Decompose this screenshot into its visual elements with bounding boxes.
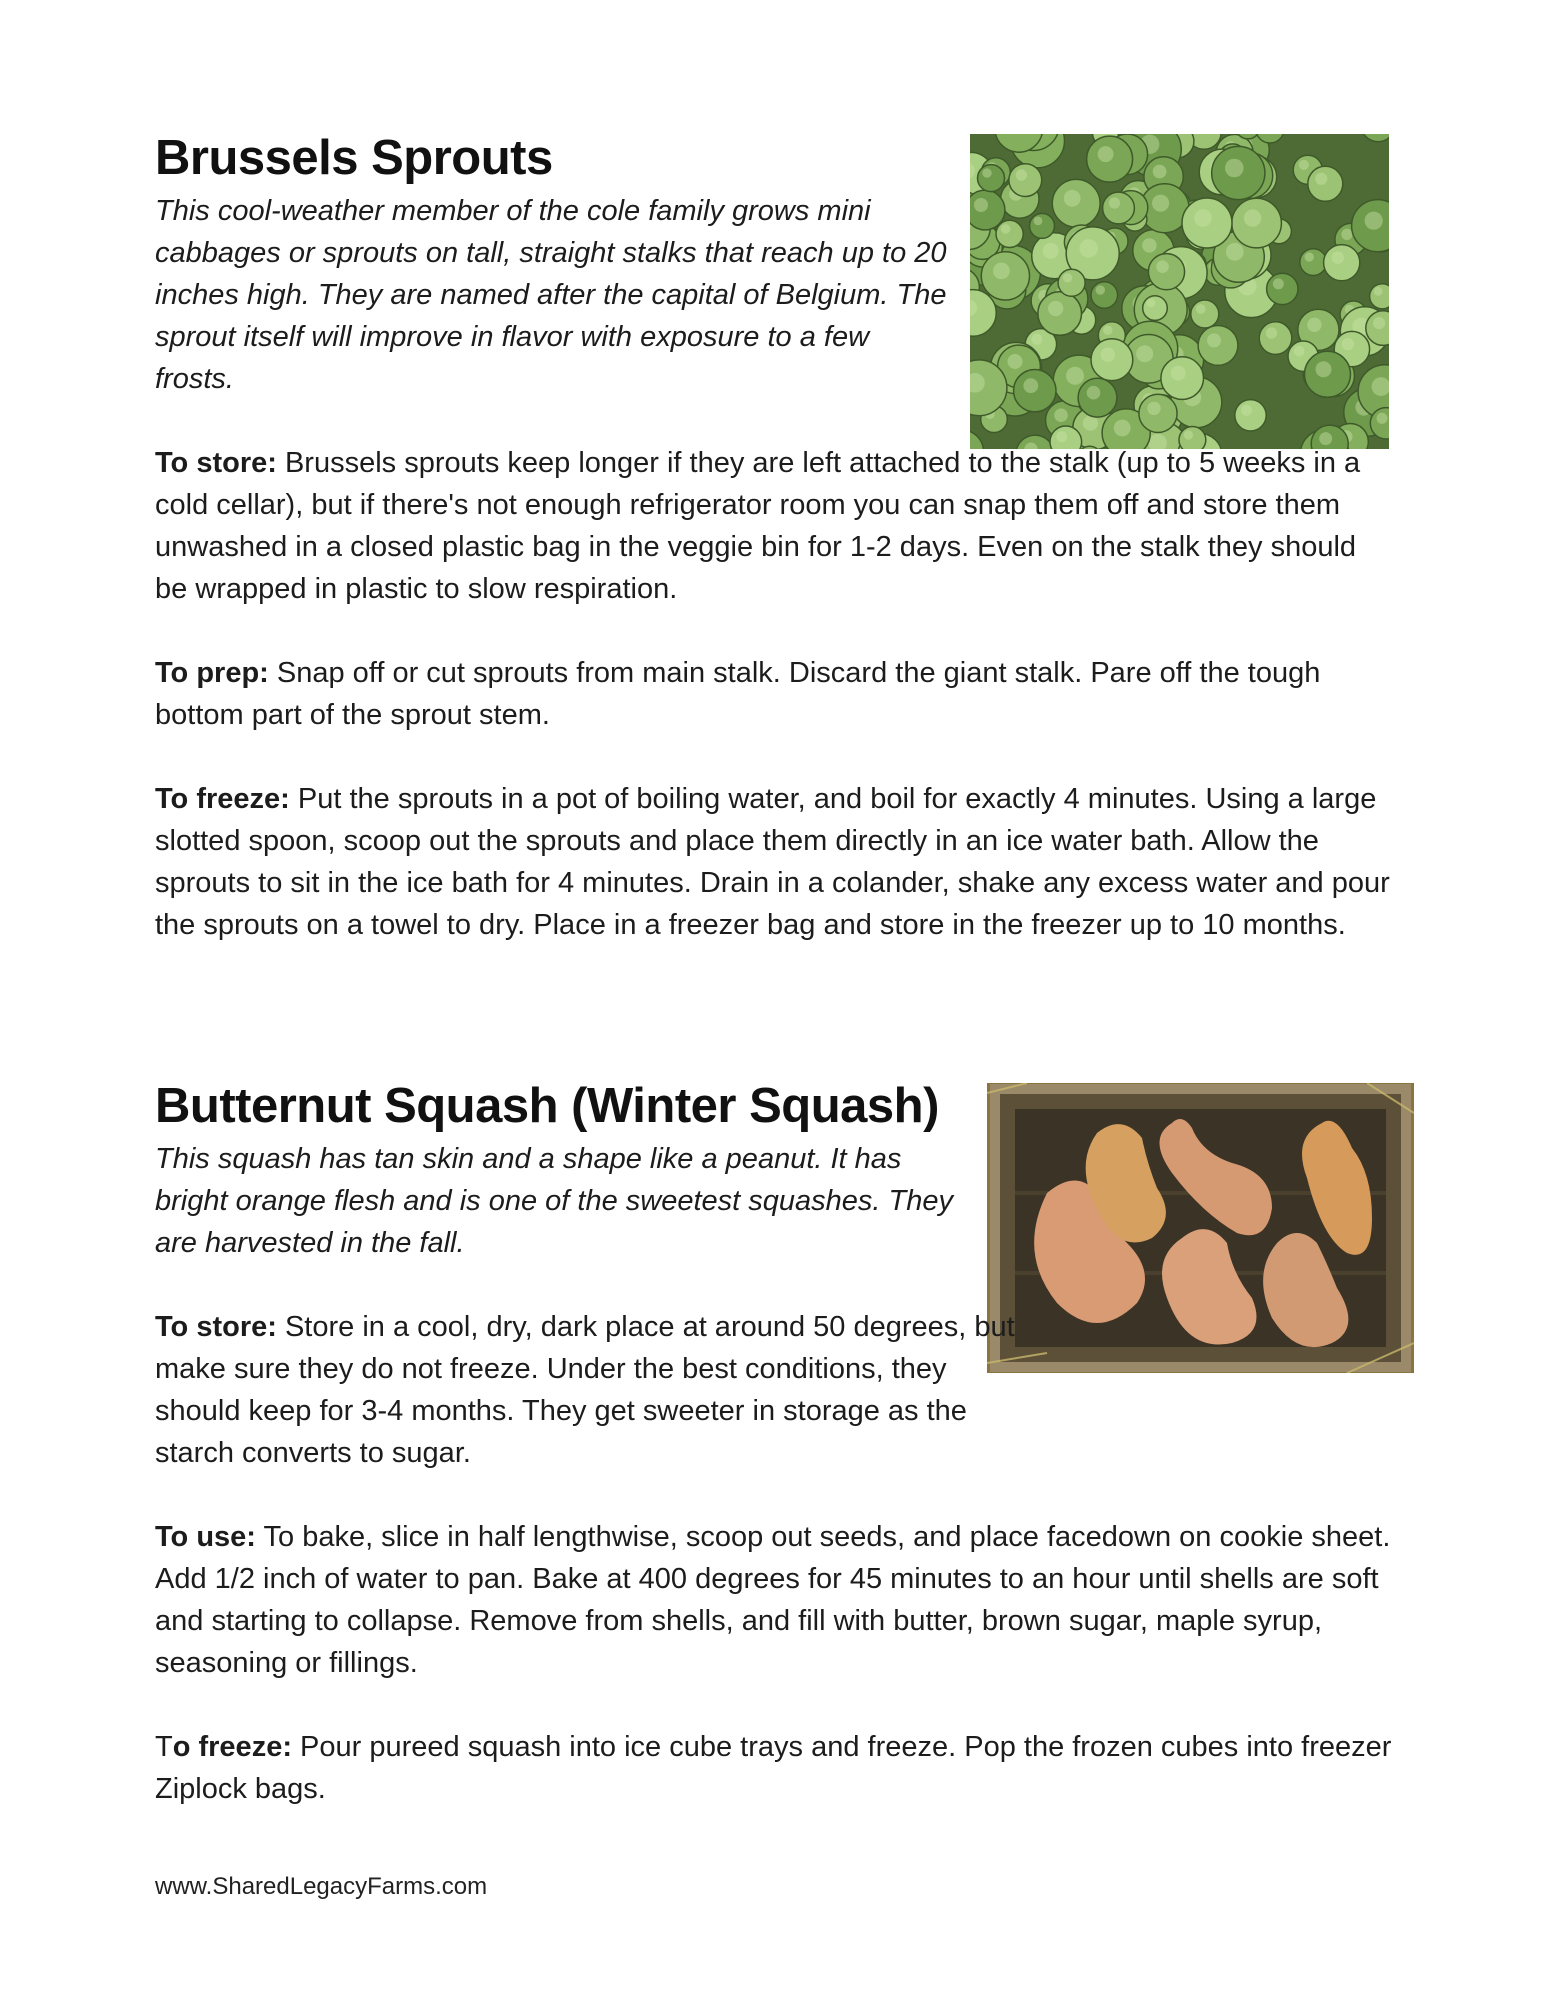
brussels-sprouts-title: Brussels Sprouts: [155, 131, 553, 185]
butternut-store-paragraph: [155, 1306, 1015, 1474]
butternut-squash-title: Butternut Squash (Winter Squash): [155, 1079, 939, 1133]
butternut-use-text: To bake, slice in half lengthwise, scoop out seeds, and place facedown on cookie sheet. Add 1/2 inch of water to pan. Bake at 400 degrees for 45 minutes to an hour until shells are soft and starting to collapse. Remove from shells, and fill with butter, brown sugar, maple syrup, seasoning or fillings.: [155, 1521, 1391, 1680]
butternut-store-text: Store in a cool, dry, dark place at around 50 degrees, but make sure they do not freeze. Under the best conditions, they should keep for 3-4 months. They get sweeter in storage as the starch converts to sugar.: [155, 1311, 1015, 1470]
butternut-freeze-label: o freeze:: [172, 1731, 292, 1764]
brussels-store-label: To store:: [155, 447, 277, 480]
brussels-prep-label: To prep:: [155, 657, 269, 690]
brussels-freeze-text: Put the sprouts in a pot of boiling water, and boil for exactly 4 minutes. Using a large slotted spoon, scoop out the sprouts and place them directly in an ice water bath. Allow the sprouts to sit in the ice bath for 4 minutes. Drain in a colander, shake any excess water and pour the sprouts on a towel to dry. Place in a freezer bag and store in the freezer up to 10 months.: [155, 783, 1390, 942]
brussels-store-text: Brussels sprouts keep longer if they are left attached to the stalk (up to 5 weeks in a cold cellar), but if there's not enough refrigerator room you can snap them off and store them unwashed in a closed plastic bag in the veggie bin for 1-2 days. Even on the stalk they should be wrapped in plastic to slow respiration.: [155, 447, 1361, 606]
footer-url[interactable]: www.SharedLegacyFarms.com: [155, 1873, 488, 1900]
butternut-freeze-text: Pour pureed squash into ice cube trays and freeze. Pop the frozen cubes into freezer Ziplock bags.: [155, 1731, 1392, 1806]
brussels-prep-paragraph: [155, 652, 1405, 736]
brussels-store-paragraph: [155, 442, 1395, 610]
butternut-freeze-paragraph: [155, 1726, 1405, 1810]
brussels-freeze-paragraph: [155, 778, 1405, 946]
butternut-squash-intro: This squash has tan skin and a shape like a peanut. It has bright orange flesh and is one of the sweetest squashes. They are harvested in the fall.: [155, 1143, 953, 1260]
brussels-sprouts-section: [155, 130, 1405, 946]
butternut-squash-section: [155, 1078, 1405, 1810]
butternut-store-label: To store:: [155, 1311, 277, 1344]
brussels-prep-text: Snap off or cut sprouts from main stalk. Discard the giant stalk. Pare off the tough bottom part of the sprout stem.: [155, 657, 1321, 732]
brussels-sprouts-intro: This cool-weather member of the cole family grows mini cabbages or sprouts on tall, straight stalks that reach up to 20 inches high. They are named after the capital of Belgium. The sprout itself will improve in flavor with exposure to a few frosts.: [155, 195, 947, 396]
butternut-freeze-label-prefix: T: [155, 1731, 173, 1764]
butternut-use-label: To use:: [155, 1521, 256, 1554]
butternut-use-paragraph: [155, 1516, 1405, 1684]
brussels-freeze-label: To freeze:: [155, 783, 290, 816]
